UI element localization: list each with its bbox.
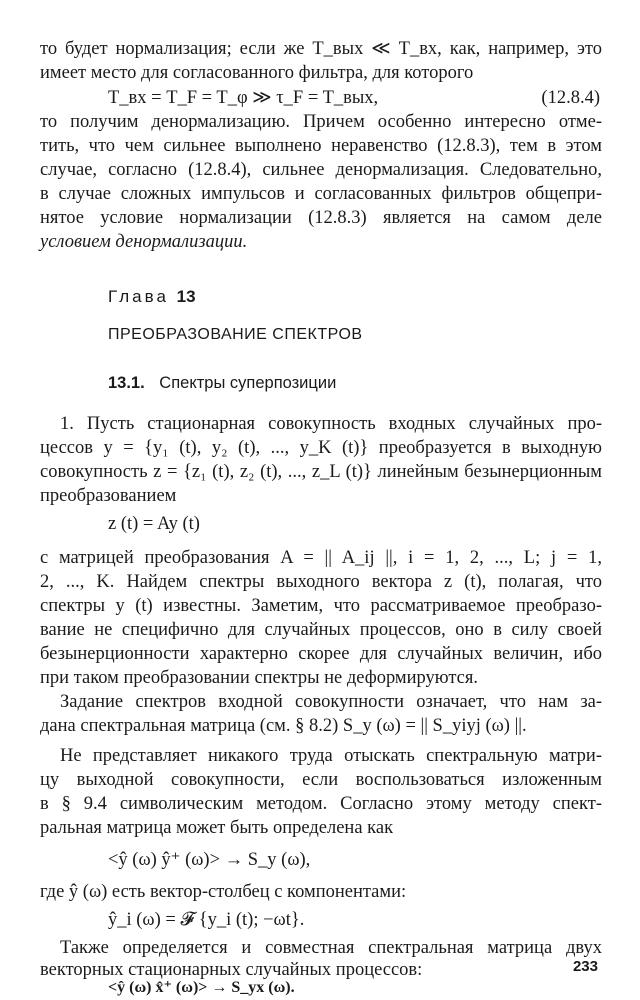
text-line: с матрицей преобразования A = || A_ij ||, i = 1, 2, ..., L; j = 1, [40, 548, 602, 568]
text-line: в случае сложных импульсов и согласованных фильтров общепри- [40, 184, 602, 204]
text-line: преобразованием [40, 486, 177, 506]
chapter-label: Глава [108, 287, 169, 306]
text-line: спектры y (t) известны. Заметим, что рассматриваемое преобразо- [40, 596, 602, 616]
text-line: при таком преобразовании спектры не деформируются. [40, 668, 479, 688]
text-line: 2, ..., K. Найдем спектры выходного вектора z (t), полагая, что [40, 572, 602, 592]
text-line: то будет нормализация; если же T_вых ≪ T_вх, как, например, это [40, 39, 602, 59]
text-line: Задание спектров входной совокупности означает, что нам за- [60, 692, 602, 712]
text-line: имеет место для согласованного фильтра, для которого [40, 63, 474, 83]
text-line: совокупность z = {z₁ (t), z₂ (t), ..., z_L (t)} линейным безынерционным [40, 462, 602, 482]
text-line: нятое условие нормализации (12.8.3) является на самом деле [40, 208, 602, 228]
text-line: случае, согласно (12.8.4), сильнее денормализация. Следовательно, [40, 160, 602, 180]
text-line: 1. Пусть стационарная совокупность входных случайных про- [60, 414, 602, 434]
page-number: 233 [572, 958, 598, 975]
section-number: 13.1. [108, 374, 145, 392]
section-title: Спектры суперпозиции [159, 374, 337, 392]
chapter-number: 13 [176, 287, 196, 306]
text-line: цессов y = {y₁ (t), y₂ (t), ..., y_K (t)} преобразуется в выходную [40, 438, 602, 458]
text-line: ральная матрица может быть определена как [40, 818, 394, 838]
text-line: цу выходной совокупности, если воспользоваться изложенным [40, 770, 602, 790]
text-line: Также определяется и совместная спектральная матрица двух [60, 938, 602, 958]
equation-number: (12.8.4) [541, 88, 600, 108]
chapter-title: ПРЕОБРАЗОВАНИЕ СПЕКТРОВ [108, 326, 363, 343]
text-line: дана спектральная матрица (см. § 8.2) S_y (ω) = || S_yiyj (ω) ||. [40, 716, 527, 736]
text-line: вание не специфично для случайных процессов, оно в силу своей [40, 620, 602, 640]
equation-joint: <ŷ (ω) x̂⁺ (ω)> → S_yx (ω). [108, 979, 295, 996]
text-line: то получим денормализацию. Причем особенно интересно отме- [40, 112, 602, 132]
text-line: безынерционности характерно скорее для случайных величин, ибо [40, 644, 602, 664]
text-line: где ŷ (ω) есть вектор-столбец с компонентами: [40, 882, 407, 902]
section-heading [108, 374, 336, 393]
equation-transform: z (t) = Ay (t) [108, 514, 200, 534]
text-line: Не представляет никакого труда отыскать спектральную матри- [60, 746, 602, 766]
text-line: в § 9.4 символическим методом. Согласно этому методу спект- [40, 794, 602, 814]
text-line: векторных стационарных случайных процессов: [40, 960, 423, 980]
chapter-heading [108, 287, 196, 307]
equation-component: ŷ_i (ω) = 𝓕 {y_i (t); −ωt}. [108, 910, 305, 930]
text-line: тить, что чем сильнее выполнено неравенство (12.8.3), тем в этом [40, 136, 602, 156]
equation-12-8-4: T_вх = T_F = T_φ ≫ τ_F = T_вых, [108, 88, 379, 108]
equation-spectral: <ŷ (ω) ŷ⁺ (ω)> → S_y (ω), [108, 850, 311, 870]
text-line-italic: условием денормализации. [40, 232, 248, 252]
